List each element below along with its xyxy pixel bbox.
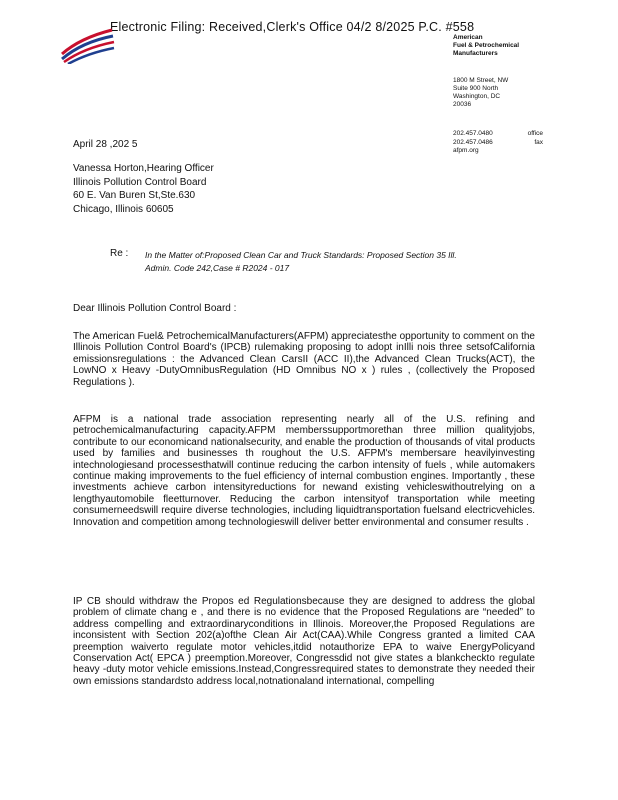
address-line: Washington, DC [453, 93, 501, 100]
address-line: 1800 M Street, NW [453, 77, 509, 84]
afpm-flag-logo-icon [60, 26, 115, 64]
address-line: Suite 900 North [453, 85, 499, 92]
addressee-line: Chicago, Illinois 60605 [73, 203, 174, 215]
org-name-line: American [453, 34, 483, 41]
org-contact [453, 130, 543, 156]
org-name [453, 34, 533, 58]
addressee-block [73, 162, 214, 216]
body-paragraph: AFPM is a national trade association representing nearly all of the U.S. refining and petrochemicalmanufacturing capacity.AFPM memberssupportmorethan three million qualityjobs, contribute to our economicand nationalsecurity, and enable the production of thousands of vital products used by families and businesses th roughout the U.S. AFPM's membersare heavilyinvesting intechnologiesand processesthatwill continue reducing the carbon intensity of fuels , while automakers continue making improvements to the fuel efficiency of internal combustion engines. Importantly , these investments achieve carbon intensityreductions for newand existing vehicleswithoutrelying on a lengthyautomobile fleetturnover. Reducing the carbon intensityof transportation while meeting consumerneedswill require diverse technologies, including liquidtransportation fuelsand electricvehicles. Innovation and competition among technologieswill deliver better environmental and consumer results . [73, 414, 535, 528]
letter-date: April 28 ,202 5 [73, 139, 138, 150]
phone-office-row [453, 130, 543, 139]
address-line: 20036 [453, 101, 472, 108]
phone-fax-row [453, 139, 543, 148]
website: afpm.org [453, 147, 479, 154]
body-paragraph: The American Fuel& PetrochemicalManufacturers(AFPM) appreciatesthe opportunity to comment on the Illinois Pollution Control Board's (IPCB) rulemaking proposing to adopt inIlli nois three setsofCalifornia emissionsregulations : the Advanced Clean CarsII (ACC II),the Advanced Clean Trucks(ACT), the LowNO x Heavy -DutyOmnibusRegulation (HD Omnibus NO x ) rules , (collectively the Proposed Regulations ). [73, 331, 535, 388]
addressee-line: Illinois Pollution Control Board [73, 176, 207, 188]
filing-stamp-line: Electronic Filing: Received,Clerk's Office 04/2 8/2025 P.C. #558 [110, 20, 475, 34]
phone-office-label: office [527, 130, 543, 137]
phone-fax-label: fax [534, 138, 543, 146]
phone-fax: 202.457.0486 [453, 138, 493, 146]
re-label: Re : [110, 248, 129, 259]
salutation: Dear Illinois Pollution Control Board : [73, 303, 237, 314]
body-paragraph: IP CB should withdraw the Propos ed Regulationsbecause they are designed to address the global problem of climate chang e , and there is no evidence that the Proposed Regulations are “needed” to address compelling and extraordinaryconditions in Illinois. Moreover,the Proposed Regulations are inconsistent with Section 202(a)ofthe Clean Air Act(CAA).While Congress granted a limited CAA preemption waiverto regulate motor vehicles,itdid notauthorize EPA to waive EnergyPolicyand Conservation Act( EPCA ) preemption.Moreover, Congressdid not give states a blankcheckto regulate heavy -duty motor vehicle emissions.Instead,Congressrequired states to demonstrate they needed their own emissions standardsto address local,notnationaland international, compelling [73, 596, 535, 687]
addressee-line: 60 E. Van Buren St,Ste.630 [73, 190, 196, 201]
phone-office: 202.457.0480 [453, 130, 493, 137]
re-subject: In the Matter of:Proposed Clean Car and Truck Standards: Proposed Section 35 Ill. Admin. Code 242,Case # R2024 - 017 [145, 250, 457, 273]
org-name-line: Manufacturers [453, 50, 498, 57]
org-name-line: Fuel & Petrochemical [453, 42, 520, 49]
org-address [453, 77, 533, 109]
addressee-line: Vanessa Horton,Hearing Officer [73, 163, 214, 174]
